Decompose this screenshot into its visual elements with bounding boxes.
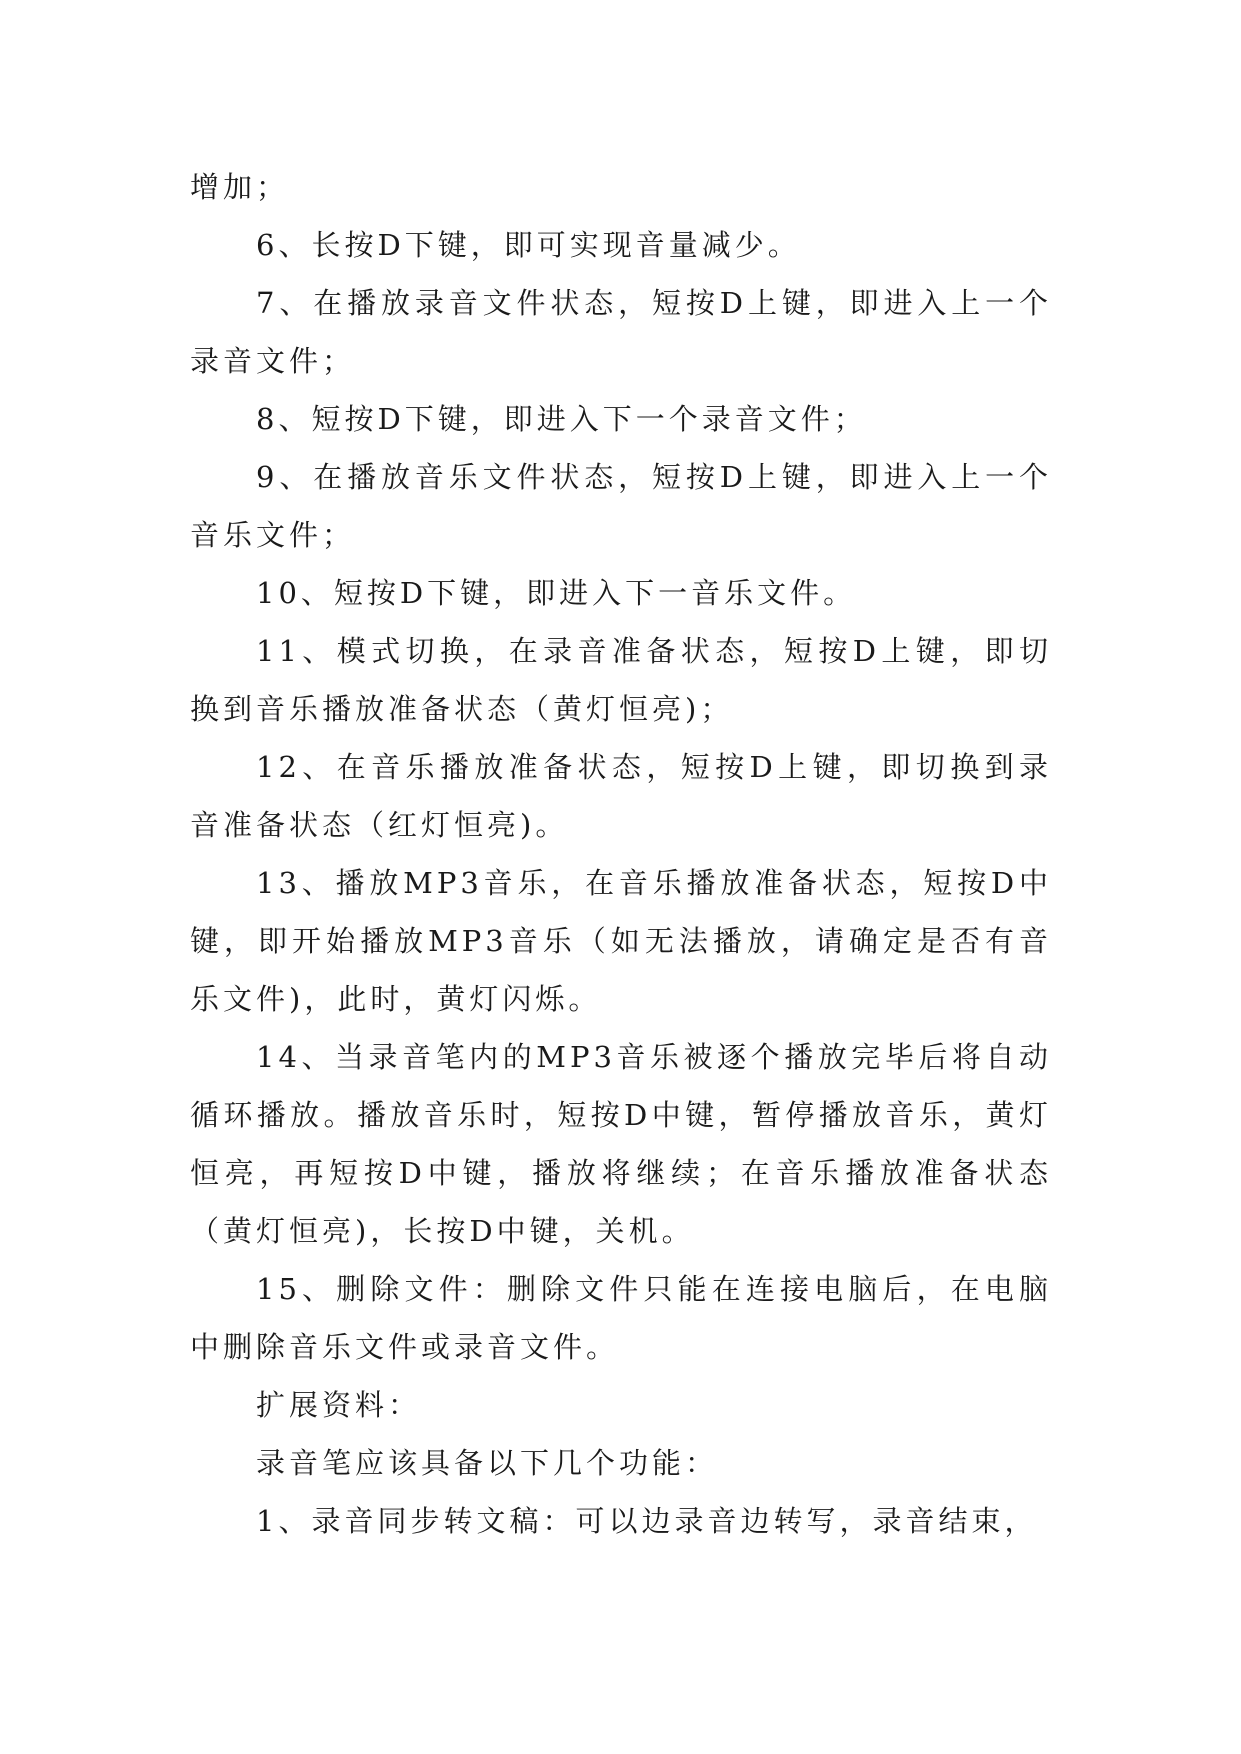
paragraph-item-15: 15、删除文件：删除文件只能在连接电脑后，在电脑中删除音乐文件或录音文件。 (190, 1272, 1052, 1364)
paragraph-item-7: 7、在播放录音文件状态，短按D上键，即进入上一个录音文件； (190, 286, 1052, 378)
paragraph-item-11: 11、模式切换，在录音准备状态，短按D上键，即切换到音乐播放准备状态（黄灯恒亮)； (190, 634, 1052, 726)
paragraph-item-8: 8、短按D下键，即进入下一个录音文件； (256, 402, 867, 436)
paragraph-item-13: 13、播放MP3音乐，在音乐播放准备状态，短按D中键，即开始播放MP3音乐（如无法播放，请确定是否有音乐文件)，此时，黄灯闪烁。 (190, 866, 1052, 1016)
paragraph-functions-intro: 录音笔应该具备以下几个功能： (256, 1446, 719, 1480)
paragraph-item-6: 6、长按D下键，即可实现音量减少。 (256, 228, 801, 262)
paragraph-item-14: 14、当录音笔内的MP3音乐被逐个播放完毕后将自动循环播放。播放音乐时，短按D中键，暂停播放音乐，黄灯恒亮，再短按D中键，播放将继续；在音乐播放准备状态（黄灯恒亮)，长按D中键，关机。 (190, 1040, 1052, 1248)
paragraph-function-1: 1、录音同步转文稿：可以边录音边转写，录音结束， (256, 1504, 1038, 1538)
document-body (190, 158, 1052, 1550)
paragraph-continuation: 增加； (190, 170, 290, 204)
paragraph-item-9: 9、在播放音乐文件状态，短按D上键，即进入上一个音乐文件； (190, 460, 1052, 552)
paragraph-item-12: 12、在音乐播放准备状态，短按D上键，即切换到录音准备状态（红灯恒亮)。 (190, 750, 1052, 842)
paragraph-item-10: 10、短按D下键，即进入下一音乐文件。 (256, 576, 857, 610)
paragraph-extended-heading: 扩展资料： (256, 1388, 422, 1422)
